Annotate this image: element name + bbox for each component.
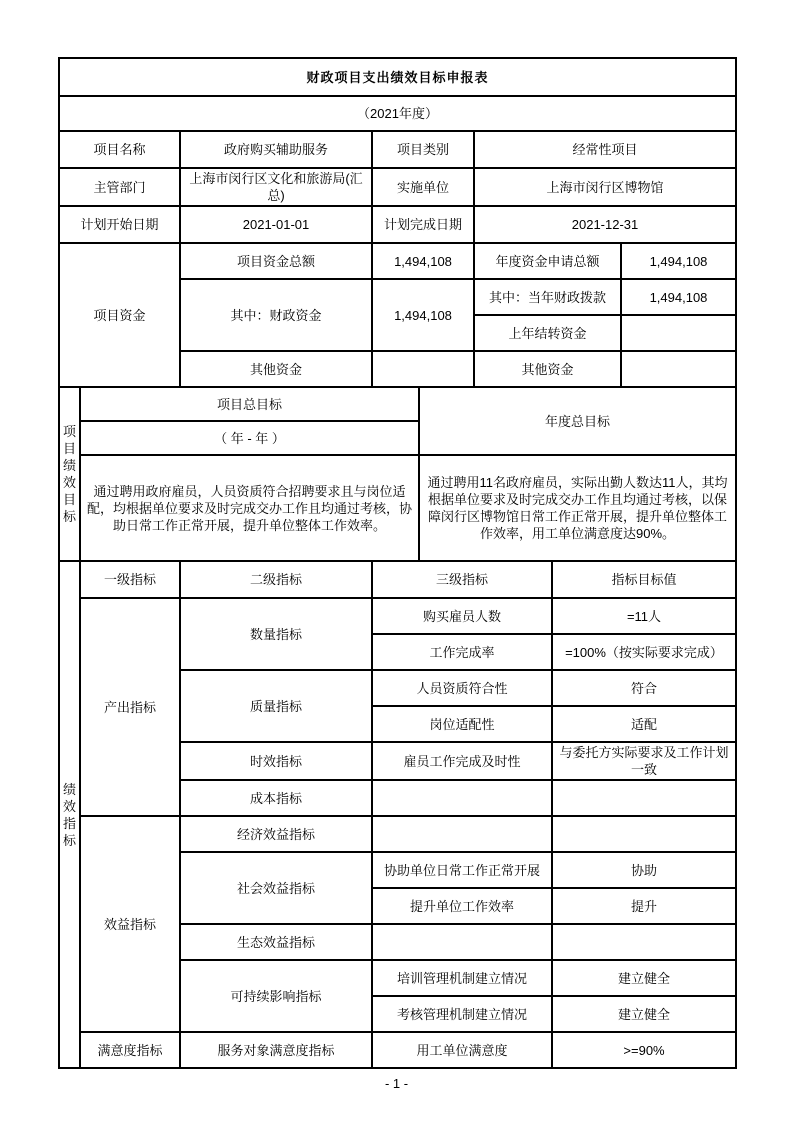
header-target: 指标目标值 <box>552 561 736 598</box>
fiscal-funds-label: 其中：财政资金 <box>180 279 372 351</box>
total-amount-value: 1,494,108 <box>372 243 474 279</box>
level2-social-label: 社会效益指标 <box>180 852 372 924</box>
level2-sustainability-label: 可持续影响指标 <box>180 960 372 1032</box>
indicator-target-empty <box>552 924 736 960</box>
department-label: 主管部门 <box>59 168 180 206</box>
level2-ecological-label: 生态效益指标 <box>180 924 372 960</box>
annual-request-value: 1,494,108 <box>621 243 736 279</box>
indicator-level3-empty <box>372 924 552 960</box>
form-table <box>58 57 737 1069</box>
start-date-label: 计划开始日期 <box>59 206 180 243</box>
indicator-level3-label: 提升单位工作效率 <box>372 888 552 924</box>
indicator-target-empty <box>552 780 736 816</box>
end-date-label: 计划完成日期 <box>372 206 474 243</box>
header-level3: 三级指标 <box>372 561 552 598</box>
indicator-level3-label: 雇员工作完成及时性 <box>372 742 552 780</box>
fiscal-funds-value: 1,494,108 <box>372 279 474 351</box>
start-date-value: 2021-01-01 <box>180 206 372 243</box>
other-funds-right-value <box>621 351 736 387</box>
end-date-value: 2021-12-31 <box>474 206 736 243</box>
indicator-level3-label: 工作完成率 <box>372 634 552 670</box>
goals-section-label <box>59 387 80 561</box>
level1-benefit-label: 效益指标 <box>80 816 180 1032</box>
indicator-target-value: 协助 <box>552 852 736 888</box>
goals-section-label-text: 项目绩效目标 <box>62 424 76 524</box>
declaration-form <box>58 57 737 1069</box>
level2-quality-label: 质量指标 <box>180 670 372 742</box>
indicator-target-value: =11人 <box>552 598 736 634</box>
department-value: 上海市闵行区文化和旅游局(汇总) <box>180 168 372 206</box>
header-level2: 二级指标 <box>180 561 372 598</box>
current-allocation-label: 其中：当年财政拨款 <box>474 279 621 315</box>
annual-request-label: 年度资金申请总额 <box>474 243 621 279</box>
indicator-level3-label: 考核管理机制建立情况 <box>372 996 552 1032</box>
implementing-unit-label: 实施单位 <box>372 168 474 206</box>
project-category-label: 项目类别 <box>372 131 474 168</box>
indicator-level3-label: 岗位适配性 <box>372 706 552 742</box>
indicator-level3-empty <box>372 816 552 852</box>
project-category-value: 经常性项目 <box>474 131 736 168</box>
level2-satisfaction-label: 服务对象满意度指标 <box>180 1032 372 1068</box>
annual-goal-text: 通过聘用11名政府雇员，实际出勤人数达11人，其均根据单位要求及时完成交办工作且均通过考核，以保障闵行区博物馆日常工作正常开展，提升单位整体工作效率，用工单位满意度达90%。 <box>419 455 736 561</box>
indicator-level3-label: 协助单位日常工作正常开展 <box>372 852 552 888</box>
indicator-target-value: =100%（按实际要求完成） <box>552 634 736 670</box>
indicator-target-value: 提升 <box>552 888 736 924</box>
indicator-target-value: 建立健全 <box>552 960 736 996</box>
overall-goal-period: （ 年 - 年 ） <box>80 421 419 455</box>
indicators-section-label-text: 绩效指标 <box>62 781 76 848</box>
indicator-target-empty <box>552 816 736 852</box>
indicators-section-label <box>59 561 80 1068</box>
total-amount-label: 项目资金总额 <box>180 243 372 279</box>
other-funds-right-label: 其他资金 <box>474 351 621 387</box>
indicator-target-value: >=90% <box>552 1032 736 1068</box>
indicator-level3-label: 培训管理机制建立情况 <box>372 960 552 996</box>
other-funds-left-label: 其他资金 <box>180 351 372 387</box>
project-name-label: 项目名称 <box>59 131 180 168</box>
level1-output-label: 产出指标 <box>80 598 180 816</box>
indicator-target-value: 建立健全 <box>552 996 736 1032</box>
indicator-level3-label: 用工单位满意度 <box>372 1032 552 1068</box>
indicator-target-value: 适配 <box>552 706 736 742</box>
form-year: （2021年度） <box>59 96 736 131</box>
level2-economic-label: 经济效益指标 <box>180 816 372 852</box>
carryover-label: 上年结转资金 <box>474 315 621 351</box>
level2-quantity-label: 数量指标 <box>180 598 372 670</box>
carryover-value <box>621 315 736 351</box>
indicator-level3-label: 人员资质符合性 <box>372 670 552 706</box>
project-name-value: 政府购买辅助服务 <box>180 131 372 168</box>
overall-goal-text: 通过聘用政府雇员，人员资质符合招聘要求且与岗位适配，均根据单位要求及时完成交办工作且均通过考核，协助日常工作正常开展，提升单位整体工作效率。 <box>80 455 419 561</box>
indicator-target-value: 符合 <box>552 670 736 706</box>
form-title: 财政项目支出绩效目标申报表 <box>59 58 736 96</box>
other-funds-left-value <box>372 351 474 387</box>
implementing-unit-value: 上海市闵行区博物馆 <box>474 168 736 206</box>
annual-goal-label: 年度总目标 <box>419 387 736 455</box>
current-allocation-value: 1,494,108 <box>621 279 736 315</box>
level2-timeliness-label: 时效指标 <box>180 742 372 780</box>
indicator-target-value: 与委托方实际要求及工作计划一致 <box>552 742 736 780</box>
indicator-level3-empty <box>372 780 552 816</box>
header-level1: 一级指标 <box>80 561 180 598</box>
page-number: - 1 - <box>384 1076 409 1091</box>
funding-section-label: 项目资金 <box>59 243 180 387</box>
level1-satisfaction-label: 满意度指标 <box>80 1032 180 1068</box>
overall-goal-label: 项目总目标 <box>80 387 419 421</box>
level2-cost-label: 成本指标 <box>180 780 372 816</box>
indicator-level3-label: 购买雇员人数 <box>372 598 552 634</box>
